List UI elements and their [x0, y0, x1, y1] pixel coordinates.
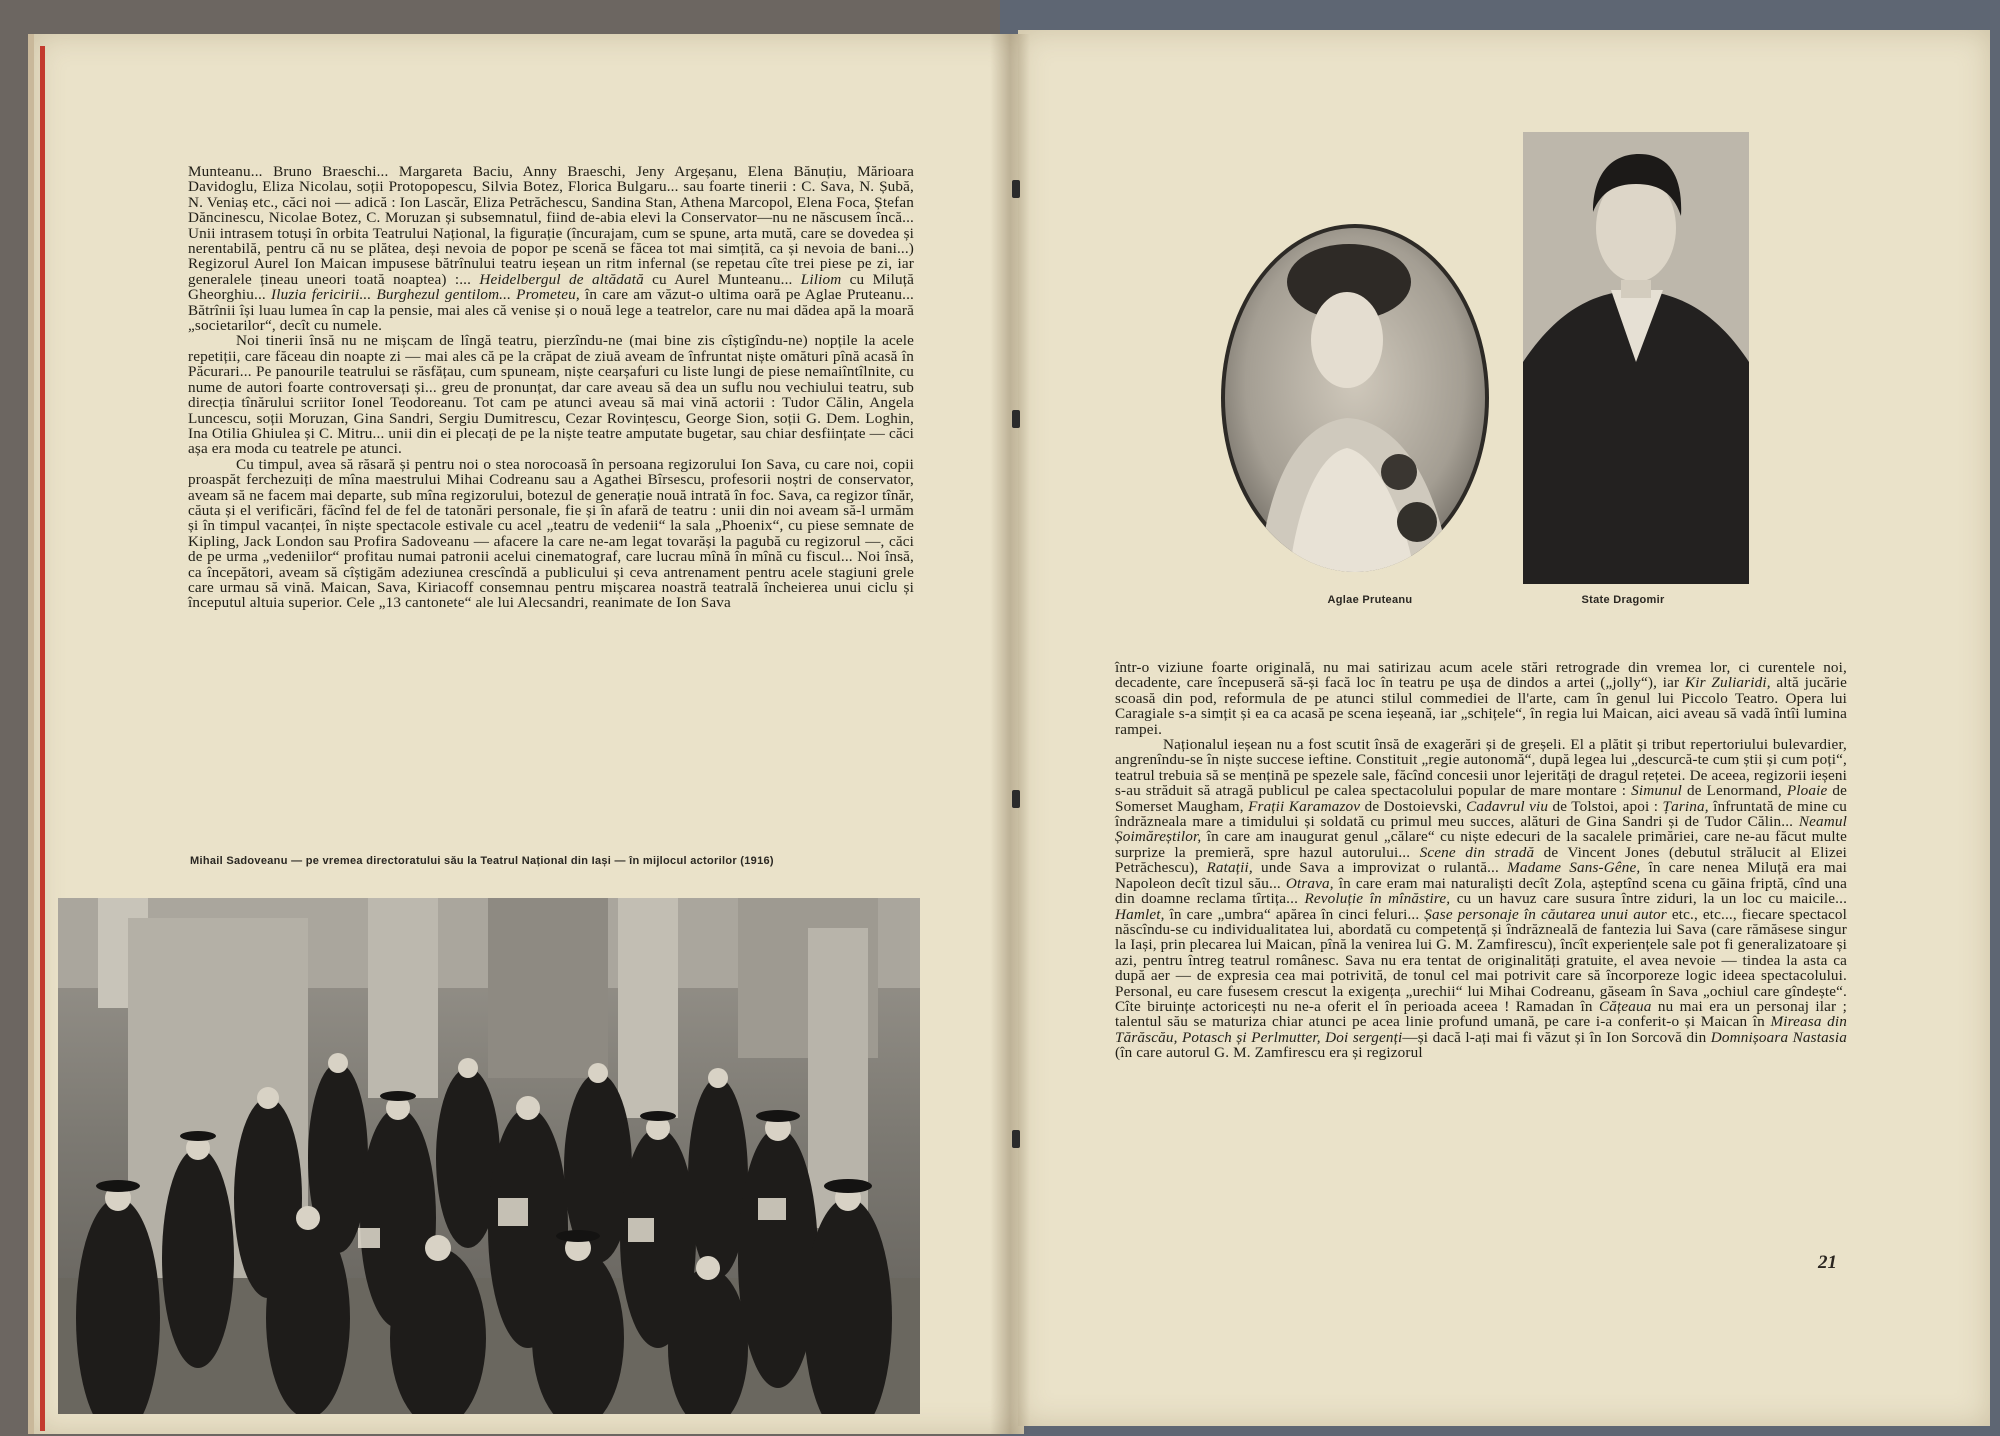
- text-run: într-o viziune foarte originală, nu mai satirizau acum acele stări retrograde din vremea lor, ci curentele noi, decadente, care începuseră să-și facă loc în teatru pe ușa de dindos a artei („jolly“), iar: [1115, 659, 1847, 692]
- portrait-caption-right: State Dragomir: [1581, 594, 1665, 606]
- text-run: Munteanu... Bruno Braeschi... Margareta Baciu, Anny Braeschi, Jeny Argeșanu, Elena Bănuțiu, Mărioara Davidoglu, Eliza Nicolau, soții Protopopescu, Silvia Botez, Florica Bulgaru... sau foarte tinerii : C. Sava, N. Șubă, N. Veniaș etc., căci noi — adică : Ion Lascăr, Eliza Petrăchescu, Sandina Stan, Athena Marcopol, Elena Foca, Ștefan Dăncinescu, Nicolae Botez, C. Moruzan și subsemnatul, fiind de-abia elevi la Conservator—nu ne născusem încă... Unii intrasem totuși în orbita Teatrului Național, la figurație (încurajam, cum se spune, arta mută, care se dovedea și nerentabilă, pentru că nu se plătea, deși nevoia de popor pe scenă se făcea tot mai simțită, ca și nevoia de bani...) Regizorul Aurel Ion Maican impusese bătrînului teatru ieșean un ritm infernal (se repetau cîte trei piese pe zi, iar generalele țineau uneori toată noaptea) :...: [188, 163, 914, 288]
- italic-title: Otrava,: [1285, 874, 1334, 892]
- text-run: Noi tinerii însă nu ne mișcam de lîngă teatru, pierzîndu-ne (mai bine zis cîștigîndu-ne) nopțile la acele repetiții, care făceau din noapte zi — mai ales că pe la crăpat de ziuă aveam de înfruntat niște omături pînă acasă în Păcurari... Pe panourile teatrului se răsfățau, cum spuneam, niște cearșafuri cu liste lungi de piese nemaiîntîlnite, cu nume de autori foarte controversați și... greu de pronunțat, dar care aveau să dea un suflu nou vechiului teatru, sub direcția tînărului scriitor Ionel Teodoreanu. Tot cam pe atunci aveau să mai vină actorii : Tudor Călin, Angela Luncescu, soții Moruzan, Gina Sandri, Sergiu Dumitrescu, Cezar Rovințescu, George Sion, soții G. Dem. Loghin, Ina Otilia Ghiulea și C. Mitru... unii din ei plecați de pe la niște teatre amputate bugetar, sau chiar desființate — căci așa era moda cu teatrele pe atunci.: [188, 332, 914, 458]
- text-run: —și dacă l-ați mai fi văzut și în Ion Sorcovă din: [1402, 1028, 1711, 1046]
- text-run: etc., etc..., fiecare spectacol născîndu-se cu individualitatea lui, abordată cu competență și îndrăzneală de fantezia lui Sava (care rămăsese singur la Iași, prin plecarea lui Maican, pînă la venirea lui G. M. Zamfirescu), încît experiențele sale pot fi generalizatoare și azi, pentru întreg teatrul românesc. Sava nu era tentat de originalități gratuite, el avea nevoie — tindea la asta ca după aer — de expresia cea mai potrivită, de tonul cel mai potrivit care să încorporeze logic ideea spectacolului. Personal, eu care fusesem crescut la exigența „urechii“ lui Mihai Codreanu, găseam în Sava „ochiul care gîndește“. Cîte biruințe actoricești nu ne-a oferit el în perioada aceea ! Ramadan în: [1115, 905, 1847, 1015]
- italic-title: Heidelbergul de altădată: [479, 270, 644, 288]
- portrait-aglae-pruteanu: [1219, 222, 1491, 574]
- italic-title: Mireasa din Tărăscău, Potasch și Perlmutter, Doi sergenți: [1115, 1013, 1847, 1046]
- italic-title: Neamul Șoimăreștilor,: [1115, 813, 1847, 846]
- text-run: cu Miluță Gheorghiu...: [188, 270, 914, 304]
- paragraph: [188, 164, 914, 333]
- text-run: de Tolstoi, apoi :: [1548, 797, 1663, 815]
- text-run: de Vincent Jones (debutul strălucit al Elizei Petrăchescu),: [1115, 843, 1847, 877]
- italic-title: Madame Sans-Gêne,: [1507, 859, 1641, 877]
- text-run: (în care autorul G. M. Zamfirescu era și regizorul: [1115, 1044, 1423, 1062]
- paragraph: [1115, 737, 1847, 1061]
- book-gutter: [990, 34, 1030, 1434]
- italic-title: Cadavrul viu: [1466, 797, 1549, 815]
- italic-title: Kir Zuliaridi,: [1684, 674, 1771, 692]
- paragraph: [1115, 660, 1847, 737]
- page-number: 21: [1818, 1252, 1837, 1273]
- text-run: în care „umbra“ apărea în cinci feluri...: [1164, 905, 1425, 923]
- text-run: în care eram mai naturaliști decît Zola, așteptînd scena cu găina friptă, cînd una din doamne reclama tîrtița...: [1115, 874, 1848, 908]
- italic-title: Scene din stradă: [1419, 843, 1535, 861]
- page-edge-red-stripe: [40, 46, 45, 1431]
- paragraph: [188, 333, 914, 456]
- binding-clip-mark: [1012, 1130, 1020, 1148]
- text-run: în care am văzut-o ultima oară pe Aglae Pruteanu... Bătrînii își luau lumea în cap la pensie, mai ales că venise și o nouă lege a teatrelor, care nu mai dădea apă la moară „societarilor“, decît cu numele.: [188, 286, 914, 335]
- text-run: altă jucărie scoasă din pod, reformula de pe atunci stilul commediei de ll'arte, cam în genul lui Piccolo Teatro. Opera lui Caragiale s-a simțit și ea ca acasă pe scena ieșeană, iar „schițele“, în regia lui Maican, aici aveau să vadă întîi lumina rampei.: [1115, 674, 1847, 738]
- italic-title: Țarina,: [1662, 797, 1709, 815]
- italic-title: Liliom: [800, 270, 842, 288]
- group-photo: [58, 898, 920, 1414]
- text-run: în care nenea Miluță era mai Napoleon decît tizul său...: [1115, 859, 1847, 892]
- text-run: cu Aurel Munteanu...: [643, 270, 801, 288]
- italic-title: Cățeaua: [1598, 997, 1652, 1015]
- text-run: înfruntată de mine cu îndrăzneala mare a timidului și soldată cu primul meu succes, alături de Gina Sandri și de Tudor Călin...: [1115, 797, 1848, 831]
- italic-title: Iluzia fericirii... Burghezul gentilom... Prometeu,: [271, 286, 580, 304]
- left-page-body-text: [188, 164, 914, 611]
- text-run: de Somerset Maugham,: [1115, 782, 1848, 815]
- binding-clip-mark: [1012, 410, 1020, 428]
- italic-title: Frații Karamazov: [1248, 797, 1361, 815]
- text-run: unde Sava a improvizat o rulantă...: [1252, 859, 1508, 877]
- text-run: de Dostoievski,: [1360, 797, 1467, 815]
- text-run: Cu timpul, avea să răsară și pentru noi o stea norocoasă în persoana regizorului Ion Sava, cu care noi, copii proaspăt ferchezuiți de mîna maestrului Mihai Codreanu sau a Agathei Bîrsescu, profesorii noștri de conservator, aveam să ne facem mai departe, sub mîna regizorului, botezul de generație nouă intrată în foc. Sava, ca regizor tînăr, căuta și el verificări, făcînd fel de fel de tatonări personale, fie și în afară de teatru : unii din noi aveam să-l urmăm și în timpul vacanței, în niște spectacole estivale cu acel „teatru de vedenii“ la sala „Phoenix“, cu piese semnate de Kipling, Jack London sau Profira Sadoveanu — afacere la care ne-am legat tovarăși la pagubă cu regizorul —, căci de pe urma „vedeniilor“ profitau numai patronii acelui cinematograf, care lucrau mînă în mînă cu fiscul... Noi însă, ca începători, aveam să cîștigăm adeziunea crescîndă a publicului și ceva antrenament pentru acele stagiuni grele care urmau să vină. Maican, Sava, Kiriacoff consemnau pentru mișcarea noastră teatrală încheierea unui ciclu și începutul altuia superior. Cele „13 cantonete“ ale lui Alecsandri, reanimate de Ion Sava: [188, 455, 914, 612]
- text-run: nu mai era un personaj ilar ; talentul său se maturiza chiar atunci pe acea linie profund umană, pe care i-a conferit-o și Maican în: [1115, 997, 1847, 1031]
- text-run: cu un havuz care susura între ziduri, la un loc cu maicile...: [1450, 890, 1848, 908]
- paragraph: [188, 457, 914, 611]
- portrait-state-dragomir: [1523, 132, 1749, 584]
- portrait-caption-left: Aglae Pruteanu: [1327, 594, 1413, 606]
- italic-title: Simunul: [1631, 782, 1682, 800]
- binding-clip-mark: [1012, 180, 1020, 198]
- right-page-body-text: [1115, 660, 1847, 1061]
- italic-title: Șase personaje în căutarea unui autor: [1424, 905, 1667, 923]
- binding-clip-mark: [1012, 790, 1020, 808]
- text-run: de Lenormand,: [1681, 782, 1787, 800]
- italic-title: Hamlet,: [1115, 905, 1165, 923]
- italic-title: Ploaie: [1786, 782, 1828, 800]
- group-photo-caption: Mihail Sadoveanu — pe vremea directoratului său la Teatrul Național din Iași — în mijlocul actorilor (1916): [190, 855, 774, 867]
- text-run: Naționalul ieșean nu a fost scutit însă de exagerări și de greșeli. El a plătit și tribut repertoriului bulevardier, angrenîndu-se în niște succese ieftine. Constituit „regie autonomă“, după legea lui „descurcă-te cum știi și cum poți“, teatrul trebuia să se mențină pe spezele sale, făcînd concesii unor lejerități de dragul rețetei. De aceea, regizorii ieșeni s-au străduit să atragă publicul pe calea spectacolului popular de mare montare :: [1115, 736, 1847, 800]
- italic-title: Ratații,: [1206, 859, 1253, 877]
- italic-title: Revoluție în mînăstire,: [1304, 890, 1451, 908]
- text-run: în care am inaugurat genul „călare“ cu niște edecuri de la sacalele primăriei, care ne-au făcut multe surprize la premieră, spre hazul autorului...: [1115, 828, 1847, 861]
- italic-title: Domnișoara Nastasia: [1710, 1028, 1847, 1046]
